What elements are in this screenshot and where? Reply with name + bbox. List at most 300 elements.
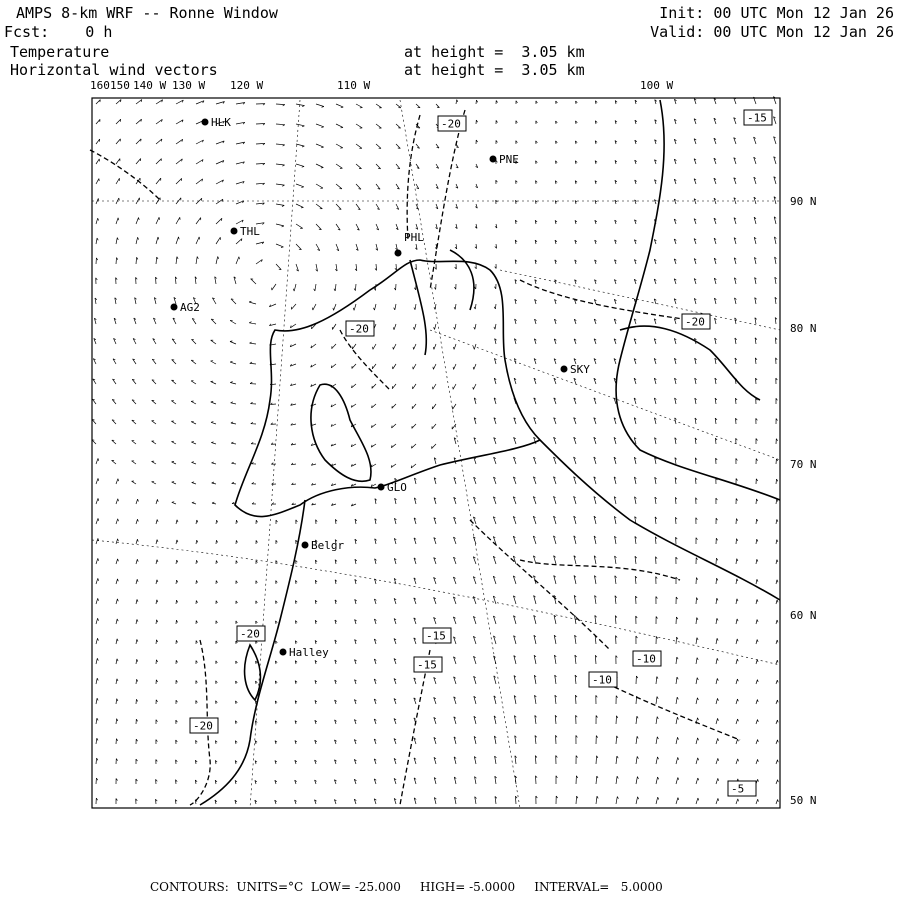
wind-vector-head [212, 482, 214, 483]
contour-label: -10 [592, 673, 612, 687]
wind-vector [276, 164, 285, 165]
wind-vector-head [281, 247, 283, 248]
wind-vector [636, 777, 637, 784]
wind-vector-head [302, 106, 304, 107]
wind-vector-head [453, 347, 454, 349]
wind-vector [136, 218, 139, 225]
wind-vector [276, 224, 284, 226]
field1-height: at height = 3.05 km [404, 43, 585, 61]
wind-vector [356, 184, 361, 189]
wind-vector [636, 596, 637, 604]
wind-vector [756, 539, 757, 544]
wind-vector-head [249, 322, 251, 323]
wind-vector [776, 499, 777, 504]
wind-vector [716, 638, 717, 644]
wind-vector [211, 361, 216, 364]
wind-vector-head [293, 289, 294, 291]
wind-vector-head [473, 367, 474, 369]
wind-vector-head [158, 237, 159, 239]
wind-vector [96, 139, 100, 144]
wind-vector-head [218, 257, 219, 259]
wind-vector [176, 237, 179, 244]
wind-vector [676, 737, 678, 744]
wind-vector [116, 539, 118, 544]
wind-vector [474, 364, 476, 369]
wind-vector-head [717, 678, 718, 680]
wind-vector-head [118, 559, 119, 561]
wind-vector-head [118, 218, 119, 220]
wind-vector-head [777, 680, 778, 682]
wind-vector-head [434, 327, 435, 329]
wind-vector [96, 638, 98, 644]
wind-vector [196, 160, 203, 165]
wind-vector [616, 797, 617, 805]
wind-vector [156, 560, 157, 564]
wind-vector-head [697, 678, 698, 680]
wind-vector [756, 660, 757, 665]
wind-vector [776, 740, 778, 744]
station-marker [395, 250, 402, 257]
contour-label: -10 [636, 652, 656, 666]
wind-vector [211, 382, 216, 384]
wind-vector [393, 364, 396, 369]
wind-vector [373, 344, 376, 349]
wind-vector [192, 483, 196, 484]
wind-vector [96, 218, 98, 224]
wind-vector-head [282, 226, 284, 227]
wind-vector [616, 736, 617, 744]
wind-vector [375, 304, 377, 310]
wind-vector [392, 384, 396, 389]
wind-vector [176, 520, 177, 524]
wind-vector-head [737, 639, 738, 641]
wind-vector [236, 257, 239, 264]
wind-vector [211, 422, 216, 424]
wind-vector [414, 344, 416, 349]
wind-vector [716, 798, 718, 804]
wind-vector [296, 104, 305, 106]
wind-vector-head [117, 238, 118, 240]
wind-vector-head [778, 760, 779, 762]
wind-vector [676, 798, 678, 804]
wind-vector [396, 104, 401, 108]
wind-vector-head [757, 559, 758, 561]
wind-vector-head [617, 797, 618, 799]
wind-vector [296, 124, 304, 126]
wind-vector [356, 104, 362, 108]
station-label: SKY [570, 363, 590, 376]
wind-vector [616, 756, 617, 764]
wind-vector-head [778, 800, 779, 802]
wind-vector-head [302, 166, 304, 167]
wind-vector [112, 440, 116, 444]
wind-vector [230, 321, 236, 325]
wind-vector [236, 239, 242, 244]
wind-vector [136, 679, 137, 684]
wind-vector-head [221, 218, 222, 221]
wind-vector [473, 384, 476, 390]
wind-vector [112, 460, 116, 464]
wind-vector [656, 557, 657, 564]
wind-vector [132, 461, 136, 464]
wind-vector [132, 481, 136, 484]
lat-label-90n: 90 N [790, 195, 817, 208]
wind-vector-head [239, 257, 240, 259]
wind-vector [171, 401, 176, 404]
wind-vector [716, 718, 718, 724]
wind-vector [256, 260, 262, 265]
wind-vector-head [112, 420, 114, 421]
wind-vector [372, 364, 376, 369]
wind-vector-head [159, 217, 160, 220]
wind-vector-head [217, 520, 218, 522]
wind-vector [249, 323, 256, 324]
wind-vector [596, 776, 597, 784]
wind-vector-head [98, 638, 99, 640]
wind-vector-head [738, 759, 739, 761]
wind-vector-head [118, 519, 119, 521]
wind-vector [756, 720, 758, 725]
wind-vector [656, 677, 657, 685]
wind-vector [116, 559, 118, 564]
wind-vector [336, 124, 343, 127]
wind-vector [736, 659, 737, 664]
wind-vector-head [302, 126, 304, 127]
map-title: AMPS 8-km WRF -- Ronne Window [16, 4, 278, 22]
wind-vector [116, 519, 118, 524]
wind-vector [716, 698, 718, 704]
wind-vector [96, 578, 98, 584]
wind-vector [575, 695, 576, 704]
wind-vector [256, 183, 265, 184]
wind-vector-head [191, 442, 193, 443]
wind-vector [256, 163, 265, 164]
wind-vector [676, 657, 677, 664]
wind-vector [116, 599, 117, 604]
wind-vector [136, 119, 142, 124]
wind-vector-head [231, 422, 233, 423]
wind-vector [196, 257, 197, 265]
wind-vector [156, 620, 157, 624]
wind-vector [136, 159, 141, 165]
wind-vector [756, 519, 757, 524]
wind-vector-head [737, 619, 738, 621]
wind-vector [156, 600, 157, 604]
wind-vector [736, 599, 737, 604]
wind-vector-head [717, 638, 718, 640]
wind-vector [136, 139, 141, 144]
wind-vector [116, 699, 117, 704]
wind-vector-head [192, 462, 194, 463]
wind-vector [132, 441, 136, 444]
wind-vector-head [192, 482, 194, 483]
station-marker [171, 304, 178, 311]
wind-vector-head [678, 778, 679, 780]
wind-vector [296, 204, 303, 207]
station-label: AG2 [180, 301, 200, 314]
contour-info: CONTOURS: UNITS=°C LOW= -25.000 HIGH= -5.0000 INTERVAL= 5.0000 [150, 880, 663, 894]
wind-vector-head [758, 779, 759, 781]
wind-vector [196, 179, 203, 184]
wind-vector [116, 639, 117, 644]
wind-vector-head [157, 540, 158, 542]
wind-vector [433, 364, 436, 369]
wind-vector-head [678, 757, 679, 759]
wind-vector-head [737, 579, 738, 581]
wind-vector [291, 304, 296, 309]
contour-label: -5 [731, 782, 745, 796]
wind-vector-head [738, 699, 739, 701]
wind-vector [736, 619, 737, 624]
wind-vector-head [137, 619, 138, 621]
wind-vector-head [137, 559, 138, 561]
wind-vector [191, 401, 196, 404]
wind-vector [315, 284, 316, 291]
wind-vector [156, 540, 157, 544]
wind-vector [116, 659, 117, 664]
wind-vector [756, 559, 757, 564]
wind-vector-head [322, 107, 324, 108]
wind-vector [156, 178, 161, 184]
wind-vector-head [777, 700, 778, 702]
wind-vector-head [157, 560, 158, 562]
wind-vector [172, 482, 176, 484]
wind-vector [394, 324, 396, 330]
wind-vector [96, 458, 98, 464]
wind-vector [316, 164, 323, 168]
lat-label-70n: 70 N [790, 458, 817, 471]
lat-label-50n: 50 N [790, 794, 817, 807]
wind-vector [251, 279, 256, 284]
wind-vector [116, 258, 117, 264]
wind-vector-head [98, 558, 99, 560]
wind-vector [172, 462, 176, 464]
wind-vector [212, 463, 217, 464]
wind-vector [336, 164, 342, 168]
wind-vector [716, 758, 718, 764]
wind-vector [636, 716, 637, 724]
wind-vector [176, 580, 177, 584]
wind-vector-head [98, 498, 99, 500]
wind-vector [776, 660, 777, 664]
wind-vector-head [433, 367, 434, 370]
wind-vector-head [121, 100, 122, 103]
field2-label: Horizontal wind vectors [10, 61, 218, 79]
wind-vector [696, 738, 698, 744]
wind-vector [736, 799, 738, 804]
wind-vector-head [230, 361, 232, 362]
wind-vector [756, 599, 757, 604]
wind-vector [434, 344, 436, 349]
wind-vector [176, 217, 180, 224]
wind-vector [736, 579, 737, 584]
wind-vector-head [738, 719, 739, 721]
wind-vector-head [738, 739, 739, 741]
wind-vector [156, 640, 157, 644]
wind-vector [454, 364, 456, 369]
wind-vector [336, 144, 343, 148]
wind-vector-head [138, 519, 139, 521]
wind-vector [716, 618, 717, 624]
wind-vector [776, 620, 777, 624]
wind-vector [276, 124, 285, 125]
wind-vector [96, 478, 98, 484]
station-marker [280, 649, 287, 656]
wind-vector [376, 124, 381, 128]
wind-vector-head [677, 717, 678, 719]
wind-vector-head [117, 639, 118, 641]
wind-vector [212, 503, 216, 504]
wind-vector-head [698, 738, 699, 740]
wind-vector [716, 778, 718, 784]
wind-vector [696, 678, 697, 684]
wind-vector [776, 760, 778, 764]
wind-vector-head [637, 736, 638, 738]
wind-vector [352, 364, 356, 369]
wind-vector [756, 499, 757, 504]
wind-vector [294, 284, 296, 291]
wind-vector-head [97, 238, 98, 240]
wind-vector-head [474, 347, 475, 349]
wind-vector-head [658, 777, 659, 779]
wind-vector [756, 759, 758, 764]
wind-vector [776, 519, 777, 524]
wind-vector [636, 797, 638, 804]
wind-vector [96, 238, 97, 244]
wind-vector-head [392, 426, 393, 428]
wind-vector-head [319, 229, 322, 230]
wind-vector [334, 304, 336, 310]
wind-vector [616, 636, 617, 644]
wind-vector [176, 560, 177, 564]
wind-vector [156, 159, 161, 164]
wind-vector-head [757, 640, 758, 642]
wind-vector [716, 598, 717, 604]
wind-vector [736, 539, 737, 544]
wind-vector [276, 244, 283, 247]
wind-vector [676, 717, 677, 724]
wind-vector-head [757, 579, 758, 581]
lon-label-120w: 120 W [230, 79, 264, 92]
wind-vector [776, 640, 777, 644]
wind-vector [413, 384, 416, 389]
wind-vector [756, 700, 757, 705]
wind-vector-head [341, 107, 343, 108]
wind-vector-head [232, 462, 234, 463]
wind-vector-head [177, 560, 178, 562]
wind-vector-head [137, 579, 138, 581]
wind-vector [152, 400, 156, 404]
wind-vector-head [333, 308, 334, 310]
wind-vector [616, 776, 617, 784]
wind-vector [656, 717, 657, 724]
wind-vector [250, 363, 256, 364]
wind-vector-head [172, 461, 174, 462]
wind-vector [96, 618, 98, 624]
station-marker [378, 484, 385, 491]
wind-vector-head [718, 798, 719, 800]
wind-vector [335, 284, 336, 291]
wind-vector [156, 237, 158, 244]
wind-vector [216, 218, 222, 224]
wind-vector [276, 144, 285, 145]
wind-vector-head [777, 560, 778, 562]
wind-vector [535, 756, 536, 764]
wind-vector [212, 483, 216, 484]
wind-vector-head [718, 758, 719, 760]
wind-vector [412, 424, 416, 428]
wind-vector [191, 360, 196, 364]
wind-vector [250, 343, 257, 344]
wind-vector [231, 299, 236, 304]
wind-vector [336, 104, 343, 107]
wind-vector [116, 218, 118, 224]
wind-vector-head [454, 307, 455, 309]
wind-vector-head [231, 402, 233, 403]
wind-vector [231, 423, 236, 424]
wind-vector-head [98, 478, 99, 480]
field2-height: at height = 3.05 km [404, 61, 585, 79]
wind-vector-head [117, 659, 118, 661]
wind-vector [756, 640, 757, 645]
contour-label: -15 [747, 111, 767, 125]
wind-vector [192, 462, 197, 464]
wind-vector [716, 738, 718, 744]
wind-vector [433, 384, 436, 389]
wind-vector [776, 700, 777, 704]
wind-vector [776, 600, 777, 604]
wind-vector [432, 404, 436, 409]
wind-vector-head [97, 698, 98, 700]
wind-vector-head [777, 580, 778, 582]
wind-vector [136, 237, 138, 244]
wind-vector [776, 560, 777, 564]
wind-vector [352, 344, 356, 349]
station-marker [202, 119, 209, 126]
wind-vector-head [230, 382, 232, 383]
wind-vector-head [678, 798, 679, 800]
station-marker [302, 542, 309, 549]
wind-vector-head [414, 308, 415, 310]
wind-vector-head [718, 738, 719, 740]
wind-vector [393, 344, 396, 349]
wind-vector [230, 362, 236, 364]
wind-vector [716, 578, 717, 584]
wind-vector [696, 638, 697, 644]
wind-vector [296, 164, 304, 166]
wind-vector [211, 443, 216, 444]
wind-vector [116, 619, 117, 624]
wind-vector-head [132, 400, 134, 401]
station-marker [561, 366, 568, 373]
wind-vector [332, 344, 336, 349]
wind-vector [152, 441, 156, 444]
wind-vector [416, 104, 420, 108]
wind-vector [136, 599, 137, 604]
wind-vector-head [177, 540, 178, 542]
wind-vector [736, 699, 738, 704]
lon-label-160: 160 [90, 79, 110, 92]
wind-vector [96, 718, 97, 724]
wind-vector [475, 324, 476, 329]
wind-vector [355, 284, 356, 291]
wind-vector [716, 658, 717, 664]
wind-vector-head [98, 218, 99, 220]
wind-vector-head [697, 698, 698, 700]
wind-vector [776, 800, 778, 805]
station-label: PNE [499, 153, 519, 166]
wind-vector [696, 798, 698, 804]
